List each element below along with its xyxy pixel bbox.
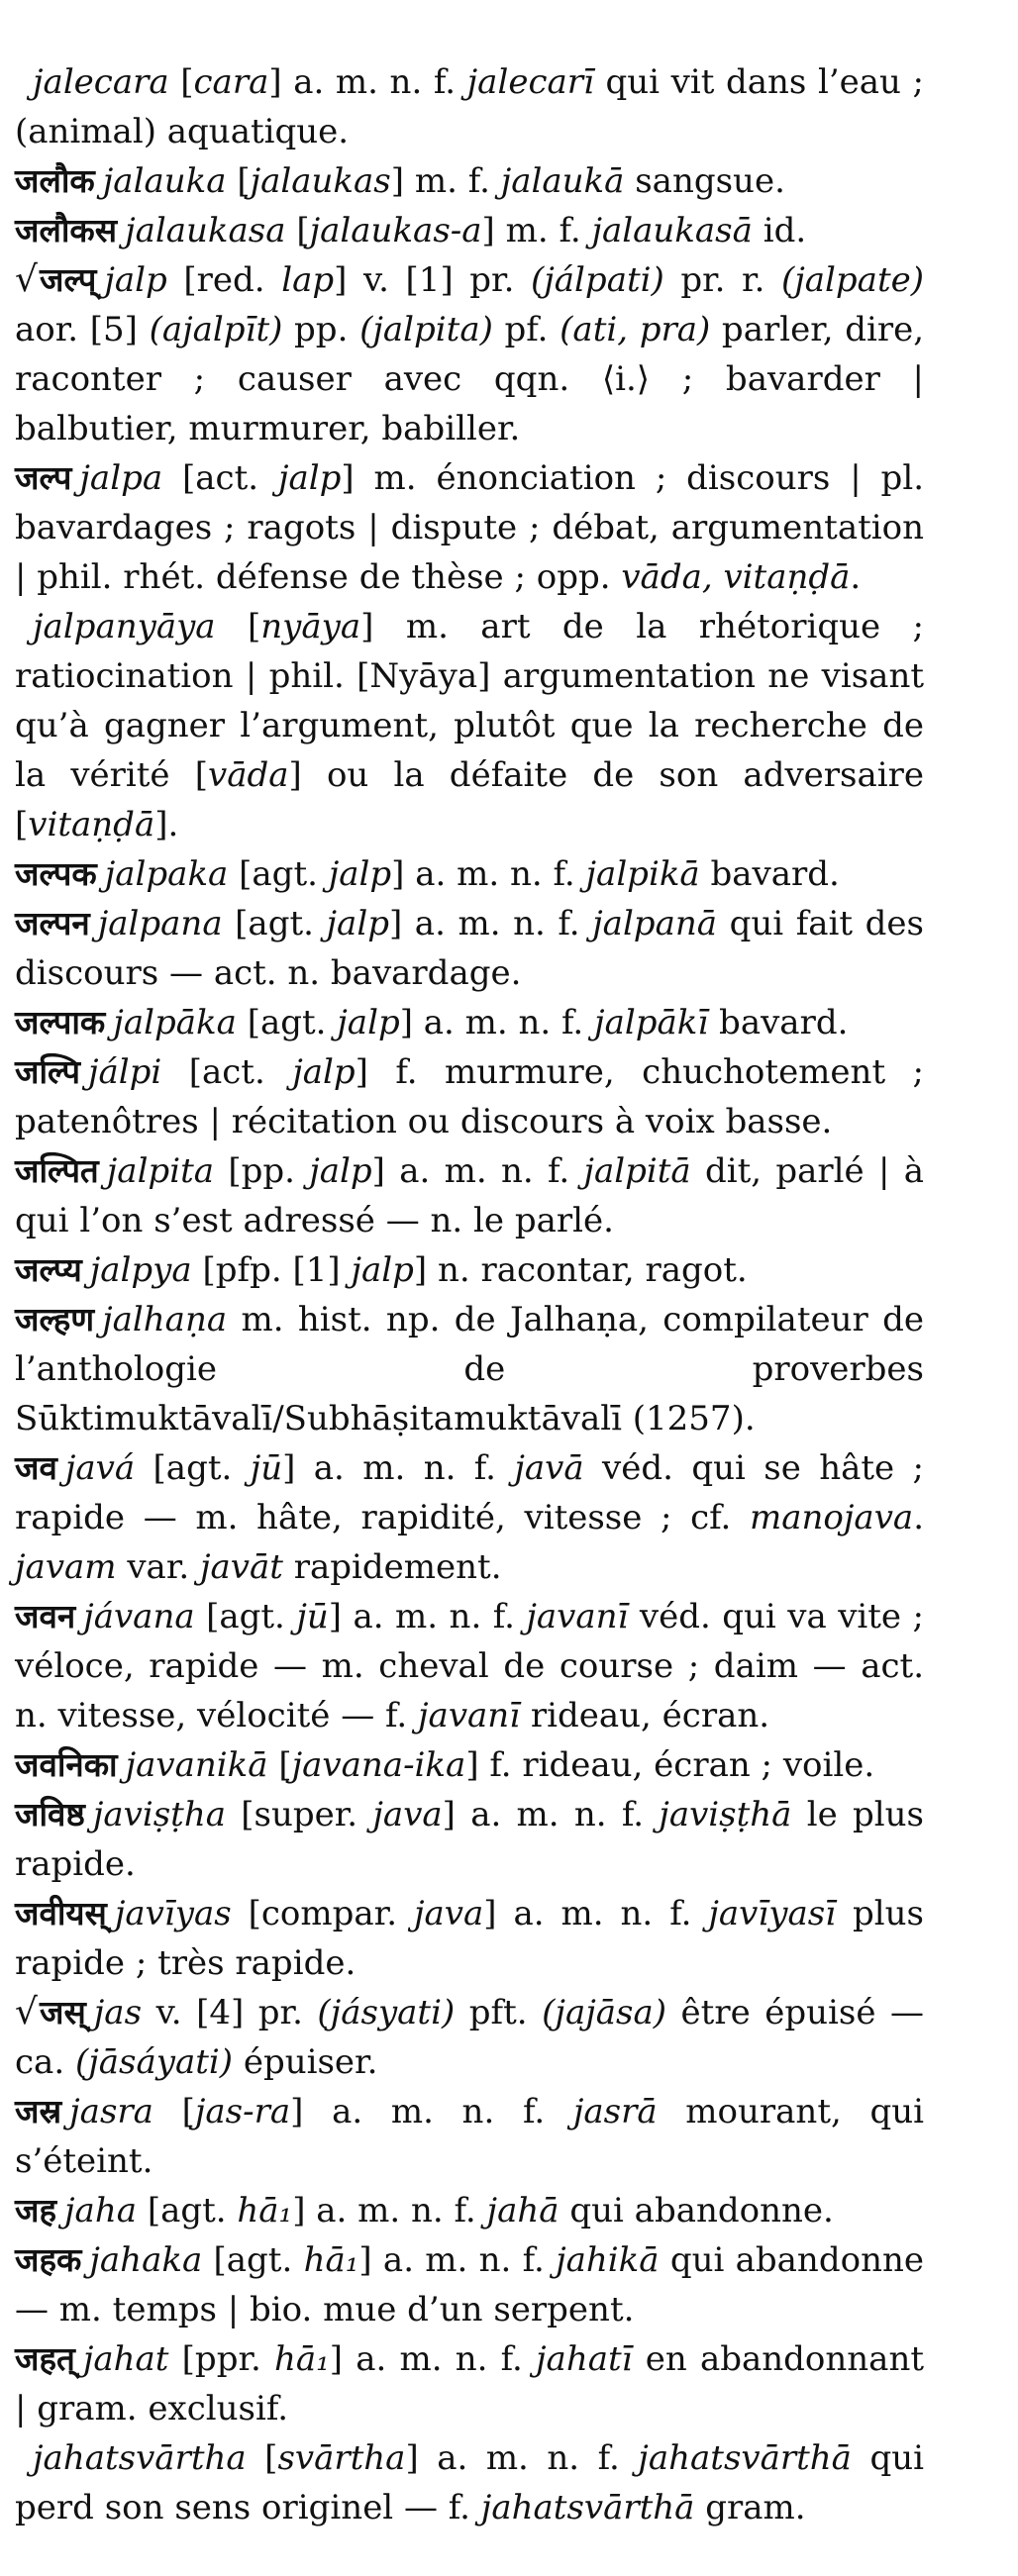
italic-text: java xyxy=(372,1795,443,1834)
devanagari-headword: जविष्ठ xyxy=(15,1795,85,1833)
italic-text: jalaukasa xyxy=(125,211,297,250)
italic-text: (jalpita) xyxy=(359,310,493,349)
definition-text: [pfp. [1] xyxy=(202,1250,352,1290)
italic-text: javīyas xyxy=(114,1894,249,1933)
definition-text: ] a. m. n. f. xyxy=(483,1894,709,1933)
italic-text: jalaukā xyxy=(500,161,625,201)
italic-text: jahat xyxy=(82,2339,182,2379)
italic-text: jalaukas-a xyxy=(309,211,482,250)
devanagari-headword: जल्प xyxy=(15,458,72,497)
definition-text: [ xyxy=(278,1745,292,1785)
italic-text: jalp xyxy=(309,1151,372,1191)
italic-text: jasra xyxy=(69,2092,182,2131)
dictionary-entry xyxy=(15,1889,924,1988)
italic-text: jahatsvārthā xyxy=(638,2438,852,2478)
italic-text: jalpikā xyxy=(585,854,700,894)
devanagari-headword: जल्प्य xyxy=(15,1250,82,1289)
devanagari-headword: जस् xyxy=(39,1993,86,2031)
italic-text: jalp xyxy=(277,458,342,498)
definition-text: [red. xyxy=(183,260,282,300)
definition-text: qui fait des discours — act. n. bavardage. xyxy=(15,904,924,993)
root-sign-icon: √ xyxy=(15,259,38,300)
definition-text: ] f. murmure, chuchotement ; patenôtres | récitation ou discours à voix basse. xyxy=(15,1052,925,1141)
definition-text: [agt. xyxy=(206,1597,297,1636)
italic-text: (jāsáyati) xyxy=(74,2042,234,2082)
italic-text: jahatī xyxy=(536,2339,633,2379)
italic-text: cara xyxy=(193,62,269,102)
definition-text: [ xyxy=(180,62,194,102)
dictionary-entry xyxy=(15,998,924,1047)
definition-text: [ xyxy=(296,211,310,250)
italic-text: nyāya xyxy=(260,607,361,646)
italic-text: javanī xyxy=(526,1597,629,1636)
devanagari-headword: जल्पित xyxy=(15,1151,99,1190)
definition-text: [ xyxy=(181,2092,195,2131)
devanagari-headword: जव xyxy=(15,1448,57,1487)
definition-text: [agt. xyxy=(239,854,329,894)
definition-text: ] a. m. n. f. xyxy=(290,2092,573,2131)
definition-text: ] n. racontar, ragot. xyxy=(413,1250,748,1290)
definition-text: ] m. f. xyxy=(481,211,592,250)
italic-text: jasrā xyxy=(572,2092,658,2131)
italic-text: (jajāsa) xyxy=(542,1993,667,2032)
devanagari-headword: जवनिका xyxy=(15,1745,118,1784)
devanagari-headword: जलौक xyxy=(15,161,95,200)
dictionary-entry xyxy=(15,1790,924,1889)
dictionary-entry xyxy=(15,1988,924,2087)
italic-text: jalp xyxy=(351,1250,414,1290)
definition-text: qui abandonne — m. temps | bio. mue d’un serpent. xyxy=(15,2240,924,2329)
italic-text: hā₁ xyxy=(237,2191,293,2230)
definition-text: ] a. m. n. f. xyxy=(388,904,593,943)
italic-text: lap xyxy=(281,260,335,300)
italic-text: jū xyxy=(250,1448,283,1488)
dictionary-entry xyxy=(15,2186,924,2235)
devanagari-headword: जल्पन xyxy=(15,904,90,942)
definition-text: ] ou la défaite de son adversaire [ xyxy=(15,755,925,844)
root-sign-icon: √ xyxy=(15,1992,38,2032)
definition-text: [ xyxy=(264,2438,278,2478)
definition-text: [super. xyxy=(241,1795,373,1834)
italic-text: javam xyxy=(15,1547,117,1587)
devanagari-headword: जवन xyxy=(15,1597,76,1635)
dictionary-entry xyxy=(15,1592,924,1740)
definition-text: [agt. xyxy=(213,2240,304,2280)
definition-text: [act. xyxy=(182,458,278,498)
italic-text: jalp xyxy=(292,1052,356,1092)
italic-text: jalpitā xyxy=(583,1151,691,1191)
italic-text: vāda, vitaṇḍā xyxy=(621,557,851,597)
italic-text: jahikā xyxy=(556,2240,660,2280)
devanagari-headword: जहत् xyxy=(15,2339,75,2378)
devanagari-headword: जल्हण xyxy=(15,1300,95,1338)
italic-text: (jálpati) xyxy=(530,260,664,300)
definition-text: ] a. m. n. f. xyxy=(329,2339,537,2379)
dictionary-entry xyxy=(15,849,924,899)
italic-text: javāt xyxy=(199,1547,283,1587)
definition-text: véd. qui se hâte ; rapide — m. hâte, rapidité, vitesse ; cf. xyxy=(15,1448,924,1537)
italic-text: manojava xyxy=(750,1498,914,1537)
italic-text: jahā xyxy=(486,2191,560,2230)
italic-text: jalpita xyxy=(106,1151,229,1191)
definition-text: gram. xyxy=(694,2488,806,2527)
devanagari-headword: जल्प् xyxy=(39,260,97,299)
dictionary-entry xyxy=(15,1740,924,1790)
italic-text: jalpākī xyxy=(594,1003,709,1042)
definition-text: plus rapide ; très rapide. xyxy=(15,1894,924,1983)
devanagari-headword: जह xyxy=(15,2191,57,2229)
definition-text: le plus rapide. xyxy=(15,1795,924,1884)
definition-text: . xyxy=(913,1498,924,1537)
devanagari-headword: जलौकस xyxy=(15,211,118,249)
devanagari-headword: जल्पि xyxy=(15,1052,80,1091)
italic-text: javanikā xyxy=(125,1745,279,1785)
definition-text: id. xyxy=(752,211,807,250)
definition-text: bavard. xyxy=(699,854,840,894)
definition-text: véd. qui va vite ; véloce, rapide — m. cheval de course ; daim — act. n. vitesse, vélocité — f. xyxy=(15,1597,924,1735)
italic-text: jalp xyxy=(326,904,389,943)
dictionary-entry xyxy=(15,602,924,849)
italic-text: jalp xyxy=(328,854,392,894)
italic-text: javīyasī xyxy=(708,1894,837,1933)
italic-text: hā₁ xyxy=(273,2339,330,2379)
italic-text: jalp xyxy=(337,1003,400,1042)
definition-text: v. [4] pr. xyxy=(155,1993,318,2032)
dictionary-entry xyxy=(15,453,924,602)
definition-text: [ppr. xyxy=(181,2339,274,2379)
definition-text: pp. xyxy=(282,310,360,349)
italic-text: java xyxy=(413,1894,484,1933)
definition-text: ] v. [1] pr. xyxy=(334,260,531,300)
italic-text: javiṣṭha xyxy=(92,1795,242,1834)
italic-text: jalpanyāya xyxy=(33,607,249,646)
dictionary-entry xyxy=(15,206,924,255)
definition-text: être épuisé — ca. xyxy=(15,1993,925,2082)
definition-text: mourant, qui s’éteint. xyxy=(15,2092,924,2181)
definition-text: pf. xyxy=(492,310,560,349)
italic-text: jas xyxy=(93,1993,156,2032)
italic-text: jahatsvārtha xyxy=(33,2438,265,2478)
definition-text: var. xyxy=(116,1547,200,1587)
definition-text: [agt. xyxy=(247,1003,338,1042)
italic-text: jahatsvārthā xyxy=(480,2488,695,2527)
definition-text: qui perd son sens originel — f. xyxy=(15,2438,924,2527)
italic-text: jalecara xyxy=(33,62,181,102)
definition-text: [ xyxy=(237,161,251,201)
italic-text: jalpya xyxy=(89,1250,203,1290)
italic-text: jalpāka xyxy=(113,1003,248,1042)
definition-text: parler, dire, raconter ; causer avec qqn. ⟨i.⟩ ; bavarder | balbutier, murmurer, babiller. xyxy=(15,310,925,448)
italic-text: jalpanā xyxy=(592,904,718,943)
definition-text: ] a. m. n. f. xyxy=(371,1151,584,1191)
definition-text: ] a. m. n. f. xyxy=(292,2191,487,2230)
italic-text: jalpa xyxy=(79,458,182,498)
italic-text: jalp xyxy=(104,260,184,300)
dictionary-entry xyxy=(15,1146,924,1245)
definition-text: ] a. m. n. f. xyxy=(391,854,586,894)
devanagari-headword: जल्पक xyxy=(15,854,97,893)
definition-text: en abandonnant | gram. exclusif. xyxy=(15,2339,925,2428)
definition-text: pr. r. xyxy=(663,260,781,300)
italic-text: jávana xyxy=(83,1597,207,1636)
italic-text: jū xyxy=(296,1597,329,1636)
italic-text: javá xyxy=(64,1448,153,1488)
dictionary-entry xyxy=(15,1295,924,1443)
definition-text: ] a. m. n. f. xyxy=(268,62,467,102)
italic-text: jalauka xyxy=(102,161,238,201)
definition-text: qui abandonne. xyxy=(559,2191,834,2230)
dictionary-entry xyxy=(15,156,924,206)
devanagari-headword: जस्र xyxy=(15,2092,62,2130)
italic-text: svārtha xyxy=(277,2438,406,2478)
italic-text: (jalpate) xyxy=(780,260,925,300)
definition-text: épuiser. xyxy=(233,2042,378,2082)
dictionary-entry xyxy=(15,2433,924,2532)
dictionary-entry xyxy=(15,1245,924,1295)
italic-text: (ati, pra) xyxy=(560,310,711,349)
definition-text: [pp. xyxy=(228,1151,310,1191)
definition-text: m. hist. np. de Jalhaṇa, compilateur de l’anthologie de proverbes Sūktimuktāvalī/Subhāṣitamuktāvalī (1257). xyxy=(15,1300,924,1438)
dictionary-entry xyxy=(15,1443,924,1592)
definition-text: qui vit dans l’eau ; (animal) aquatique. xyxy=(15,62,924,151)
dictionary-entry xyxy=(15,899,924,998)
definition-text: . xyxy=(850,557,862,597)
italic-text: javiṣṭhā xyxy=(659,1795,792,1834)
italic-text: jalpaka xyxy=(104,854,240,894)
definition-text: ] m. art de la rhétorique ; ratiocination | phil. [Nyāya] argumentation ne visant qu’à gagner l’argument, plutôt que la recherche de la vérité [ xyxy=(15,607,924,795)
dictionary-entry xyxy=(15,1047,924,1146)
italic-text: jas-ra xyxy=(194,2092,291,2131)
dictionary-entry xyxy=(15,2087,924,2186)
definition-text: aor. [5] xyxy=(15,310,150,349)
italic-text: jahaka xyxy=(89,2240,214,2280)
definition-text: ] m. f. xyxy=(390,161,501,201)
definition-text: rapidement. xyxy=(282,1547,502,1587)
italic-text: vitaṇḍā xyxy=(28,805,155,844)
definition-text: ] a. m. n. f. xyxy=(282,1448,515,1488)
italic-text: (ajalpīt) xyxy=(149,310,283,349)
definition-text: ] a. m. n. f. xyxy=(405,2438,639,2478)
italic-text: (jásyati) xyxy=(317,1993,456,2032)
italic-text: jalecarī xyxy=(466,62,594,102)
definition-text: [ xyxy=(248,607,261,646)
definition-text: [agt. xyxy=(153,1448,251,1488)
dictionary-entry xyxy=(15,2235,924,2334)
devanagari-headword: जवीयस् xyxy=(15,1894,107,1932)
italic-text: vāda xyxy=(208,755,289,795)
definition-text: pft. xyxy=(455,1993,543,2032)
definition-text: [act. xyxy=(188,1052,293,1092)
italic-text: jálpi xyxy=(87,1052,189,1092)
definition-text: [agt. xyxy=(235,904,327,943)
dictionary-entry xyxy=(15,2334,924,2433)
italic-text: jaha xyxy=(64,2191,148,2230)
definition-text: [agt. xyxy=(147,2191,238,2230)
italic-text: hā₁ xyxy=(303,2240,359,2280)
definition-text: ] a. m. n. f. xyxy=(358,2240,557,2280)
italic-text: jalaukasā xyxy=(591,211,753,250)
definition-text: dit, parlé | à qui l’on s’est adressé — n. le parlé. xyxy=(15,1151,924,1240)
definition-text: rideau, écran. xyxy=(520,1696,770,1735)
definition-text: [compar. xyxy=(248,1894,414,1933)
dictionary-entry xyxy=(15,255,924,453)
definition-text: ] f. rideau, écran ; voile. xyxy=(465,1745,875,1785)
dictionary-entry xyxy=(15,57,924,156)
definition-text: sangsue. xyxy=(624,161,785,201)
devanagari-headword: जल्पाक xyxy=(15,1003,106,1041)
italic-text: jalhaṇa xyxy=(102,1300,242,1339)
definition-text: ]. xyxy=(154,805,179,844)
definition-text: ] m. énonciation ; discours | pl. bavardages ; ragots | dispute ; débat, argumentation | phil. rhét. défense de thèse ; opp. xyxy=(15,458,925,597)
definition-text: ] a. m. n. f. xyxy=(399,1003,595,1042)
devanagari-headword: जहक xyxy=(15,2240,82,2279)
definition-text: bavard. xyxy=(708,1003,849,1042)
italic-text: javana-ika xyxy=(291,1745,466,1785)
italic-text: javanī xyxy=(418,1696,521,1735)
italic-text: jalpana xyxy=(97,904,236,943)
italic-text: javā xyxy=(514,1448,584,1488)
italic-text: jalaukas xyxy=(250,161,391,201)
definition-text: ] a. m. n. f. xyxy=(328,1597,527,1636)
definition-text: ] a. m. n. f. xyxy=(442,1795,660,1834)
